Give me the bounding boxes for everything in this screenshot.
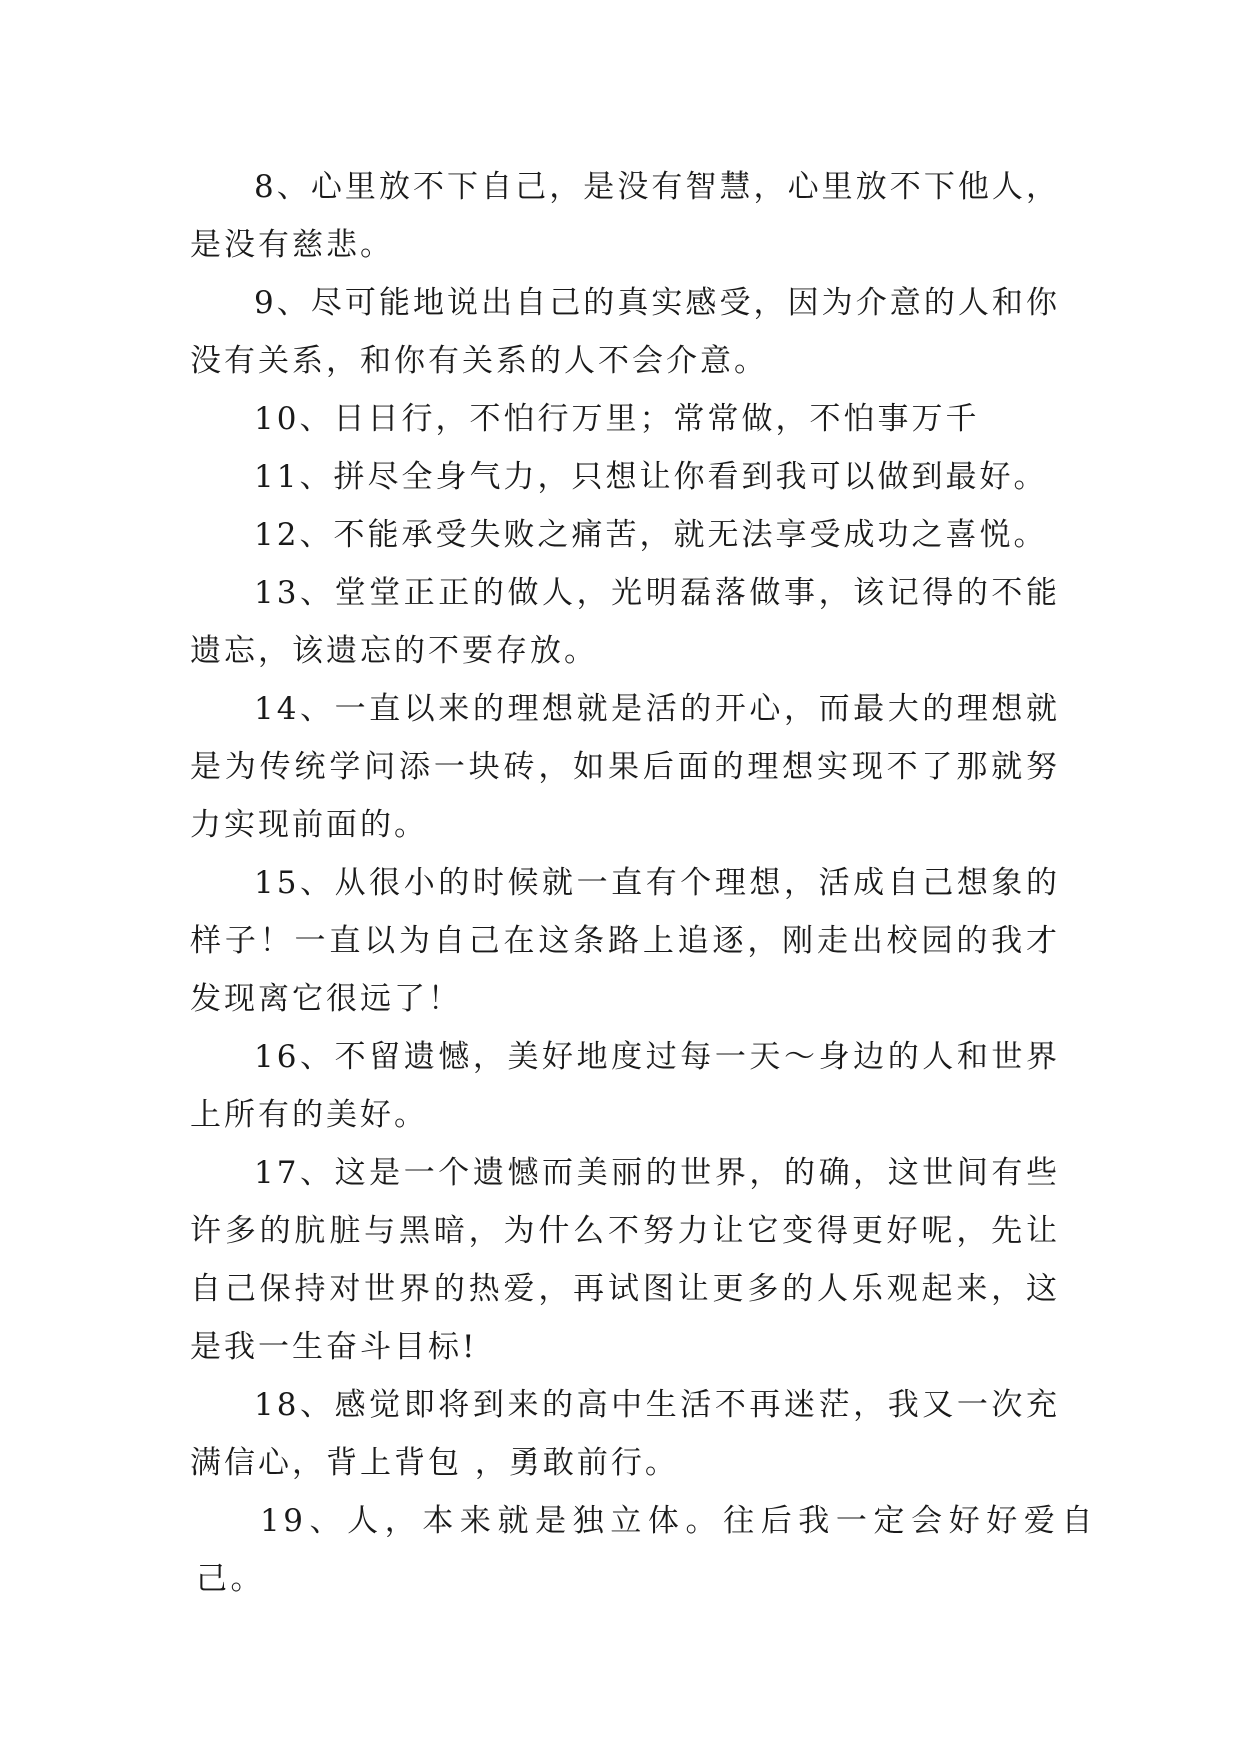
- paragraph-18: 18、感觉即将到来的高中生活不再迷茫，我又一次充满信心，背上背包 ，勇敢前行。: [190, 1387, 1060, 1481]
- paragraph-9: 9、尽可能地说出自己的真实感受，因为介意的人和你没有关系，和你有关系的人不会介意。: [190, 285, 1060, 379]
- paragraph-17: 17、这是一个遗憾而美丽的世界，的确，这世间有些许多的肮脏与黑暗，为什么不努力让它变得更好呢，先让自己保持对世界的热爱，再试图让更多的人乐观起来，这是我一生奋斗目标!: [190, 1155, 1060, 1365]
- document-body: [190, 158, 1096, 1608]
- paragraph-12: 12、不能承受失败之痛苦，就无法享受成功之喜悦。: [254, 517, 1048, 553]
- paragraph-8: 8、心里放不下自己，是没有智慧，心里放不下他人，是没有慈悲。: [190, 169, 1060, 263]
- paragraph-14: 14、一直以来的理想就是活的开心，而最大的理想就是为传统学问添一块砖，如果后面的理想实现不了那就努力实现前面的。: [190, 691, 1060, 843]
- paragraph-11: 11、拼尽全身气力，只想让你看到我可以做到最好。: [254, 459, 1048, 495]
- paragraph-15: 15、从很小的时候就一直有个理想，活成自己想象的样子！一直以为自己在这条路上追逐，刚走出校园的我才发现离它很远了！: [190, 865, 1060, 1017]
- paragraph-19: 19、人，本来就是独立体。往后我一定会好好爱自己。: [196, 1503, 1096, 1597]
- paragraph-16: 16、不留遗憾，美好地度过每一天～身边的人和世界上所有的美好。: [190, 1039, 1060, 1133]
- paragraph-13: 13、堂堂正正的做人，光明磊落做事，该记得的不能遗忘，该遗忘的不要存放。: [190, 575, 1060, 669]
- paragraph-10: 10、日日行，不怕行万里；常常做，不怕事万千: [254, 401, 980, 437]
